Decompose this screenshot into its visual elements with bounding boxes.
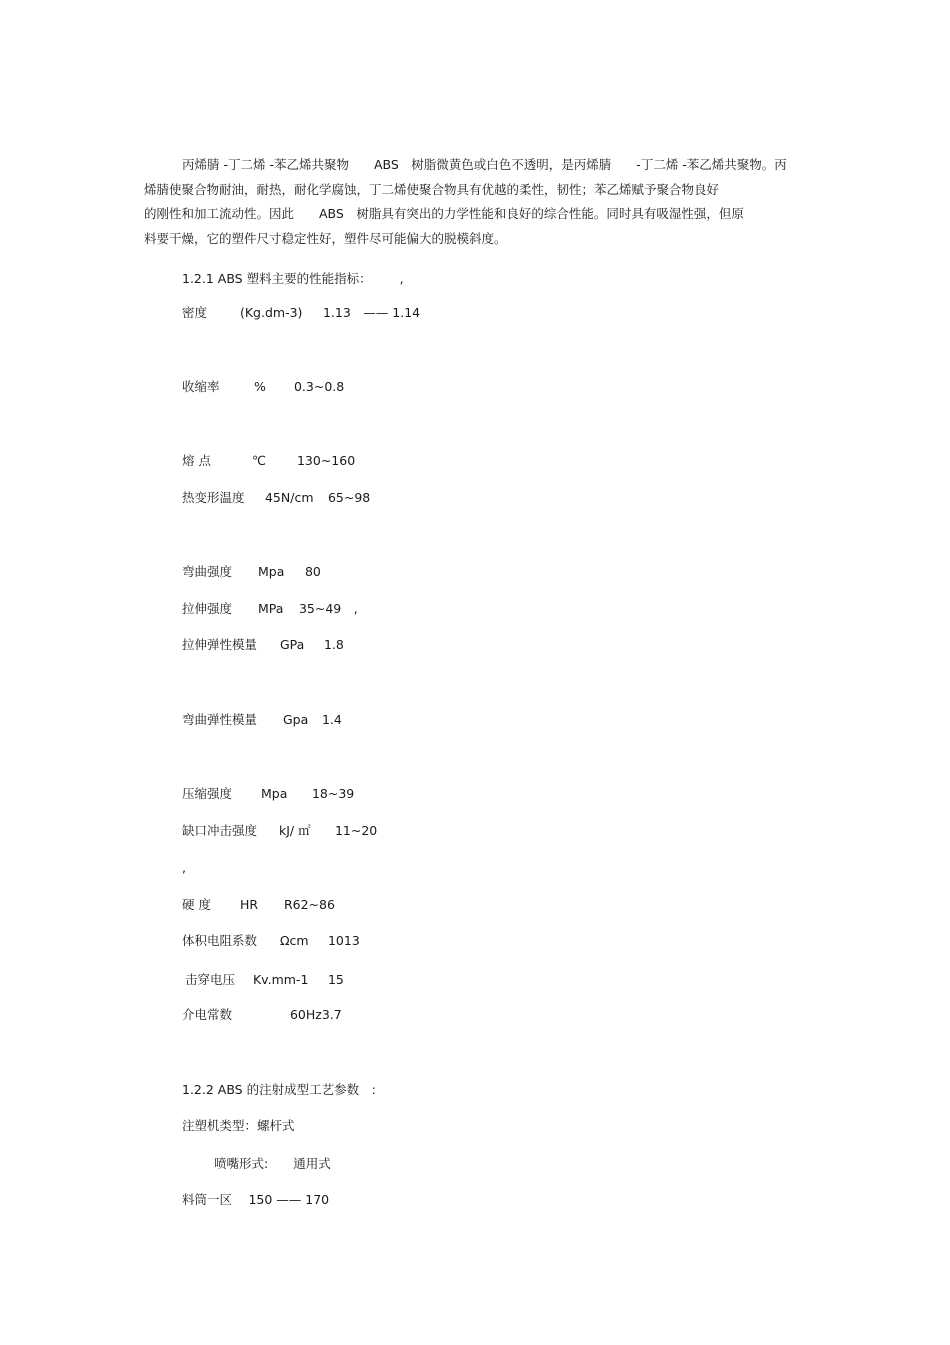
property-row-volume-resistivity bbox=[182, 933, 360, 949]
property-unit: ℃ bbox=[251, 453, 267, 468]
section-heading-1-2-2 bbox=[182, 1082, 376, 1098]
property-row-density bbox=[182, 305, 420, 321]
property-unit: HR bbox=[239, 897, 259, 912]
property-name: 缺口冲击强度 bbox=[182, 823, 258, 838]
property-name: 体积电阻系数 bbox=[182, 933, 258, 948]
property-value: 11~20 bbox=[334, 823, 378, 838]
property-row-flexural-modulus bbox=[182, 712, 342, 728]
property-unit: MPa bbox=[257, 601, 284, 616]
property-row-shrinkage bbox=[182, 379, 344, 395]
property-unit: % bbox=[253, 379, 266, 394]
property-value: 80 bbox=[304, 564, 321, 579]
property-unit: Ωcm bbox=[279, 933, 309, 948]
property-name: 弯曲弹性模量 bbox=[182, 712, 258, 727]
nozzle-type-row bbox=[214, 1156, 331, 1172]
property-unit: Kv.mm-1 bbox=[252, 972, 309, 987]
section-heading-text: 1.2.2 ABS 的注射成型工艺参数 : bbox=[182, 1082, 376, 1097]
property-value: 1.13 —— 1.14 bbox=[322, 305, 421, 320]
property-row-tensile-strength bbox=[182, 601, 358, 617]
property-value: 1.4 bbox=[321, 712, 342, 727]
property-row-hardness bbox=[182, 897, 335, 913]
property-name: 拉伸弹性模量 bbox=[182, 637, 258, 652]
intro-line-4: 料要干燥，它的塑件尺寸稳定性好，塑件尽可能偏大的脱模斜度。 bbox=[144, 230, 507, 246]
stray-comma bbox=[182, 860, 186, 876]
section-heading-tail: , bbox=[399, 271, 404, 286]
nozzle-type-text: 喷嘴形式: 通用式 bbox=[214, 1156, 331, 1171]
machine-type-row bbox=[182, 1118, 295, 1134]
property-unit: (Kg.dm-3) bbox=[239, 305, 303, 320]
barrel-zone1-text: 料筒一区 150 —— 170 bbox=[182, 1192, 330, 1207]
property-row-breakdown-voltage bbox=[185, 972, 344, 988]
property-name: 弯曲强度 bbox=[182, 564, 233, 579]
property-row-notched-impact bbox=[182, 823, 377, 839]
section-heading-text: 1.2.1 ABS 塑料主要的性能指标： bbox=[182, 271, 372, 286]
property-name: 热变形温度 bbox=[182, 490, 245, 505]
property-value: 1013 bbox=[327, 933, 360, 948]
intro-line-3: 的刚性和加工流动性。因此 ABS 树脂具有突出的力学性能和良好的综合性能。同时具有吸湿性强，但原 bbox=[144, 206, 744, 221]
property-value: 0.3~0.8 bbox=[293, 379, 345, 394]
section-heading-1-2-1 bbox=[182, 271, 404, 287]
property-value: R62~86 bbox=[283, 897, 335, 912]
machine-type-text: 注塑机类型：螺杆式 bbox=[182, 1118, 295, 1133]
property-value: 35~49 , bbox=[298, 601, 358, 616]
property-unit: Gpa bbox=[282, 712, 309, 727]
property-name: 熔 点 bbox=[182, 453, 211, 468]
property-value: 65~98 bbox=[327, 490, 371, 505]
property-name: 压缩强度 bbox=[182, 786, 233, 801]
property-name: 收缩率 bbox=[182, 379, 220, 394]
property-unit: Mpa bbox=[260, 786, 288, 801]
property-row-dielectric-constant bbox=[182, 1007, 342, 1023]
property-row-heat-deflection bbox=[182, 490, 370, 506]
property-value: 15 bbox=[327, 972, 344, 987]
property-value: 1.8 bbox=[323, 637, 344, 652]
property-unit: 45N/cm bbox=[264, 490, 314, 505]
barrel-zone1-row bbox=[182, 1192, 329, 1208]
property-name: 击穿电压 bbox=[185, 972, 236, 987]
property-unit: kJ/ ㎡ bbox=[278, 823, 311, 838]
property-value: 60Hz3.7 bbox=[289, 1007, 342, 1022]
stray-comma-text: , bbox=[182, 860, 186, 875]
property-name: 拉伸强度 bbox=[182, 601, 233, 616]
property-name: 密度 bbox=[182, 305, 208, 320]
property-unit: Mpa bbox=[257, 564, 285, 579]
intro-paragraph bbox=[144, 153, 824, 251]
property-unit: GPa bbox=[279, 637, 305, 652]
property-name: 硬 度 bbox=[182, 897, 211, 912]
property-row-melting-point bbox=[182, 453, 355, 469]
property-row-compressive-strength bbox=[182, 786, 354, 802]
intro-line-1: 丙烯腈 -丁二烯 -苯乙烯共聚物 ABS 树脂微黄色或白色不透明，是丙烯腈 -丁二烯 -苯乙烯共聚物。丙 bbox=[182, 157, 787, 172]
intro-line-2: 烯腈使聚合物耐油，耐热，耐化学腐蚀，丁二烯使聚合物具有优越的柔性，韧性；苯乙烯赋予聚合物良好 bbox=[144, 181, 720, 197]
property-row-tensile-modulus bbox=[182, 637, 344, 653]
property-value: 18~39 bbox=[311, 786, 355, 801]
property-row-flexural-strength bbox=[182, 564, 321, 580]
property-value: 130~160 bbox=[296, 453, 356, 468]
property-name: 介电常数 bbox=[182, 1007, 233, 1022]
